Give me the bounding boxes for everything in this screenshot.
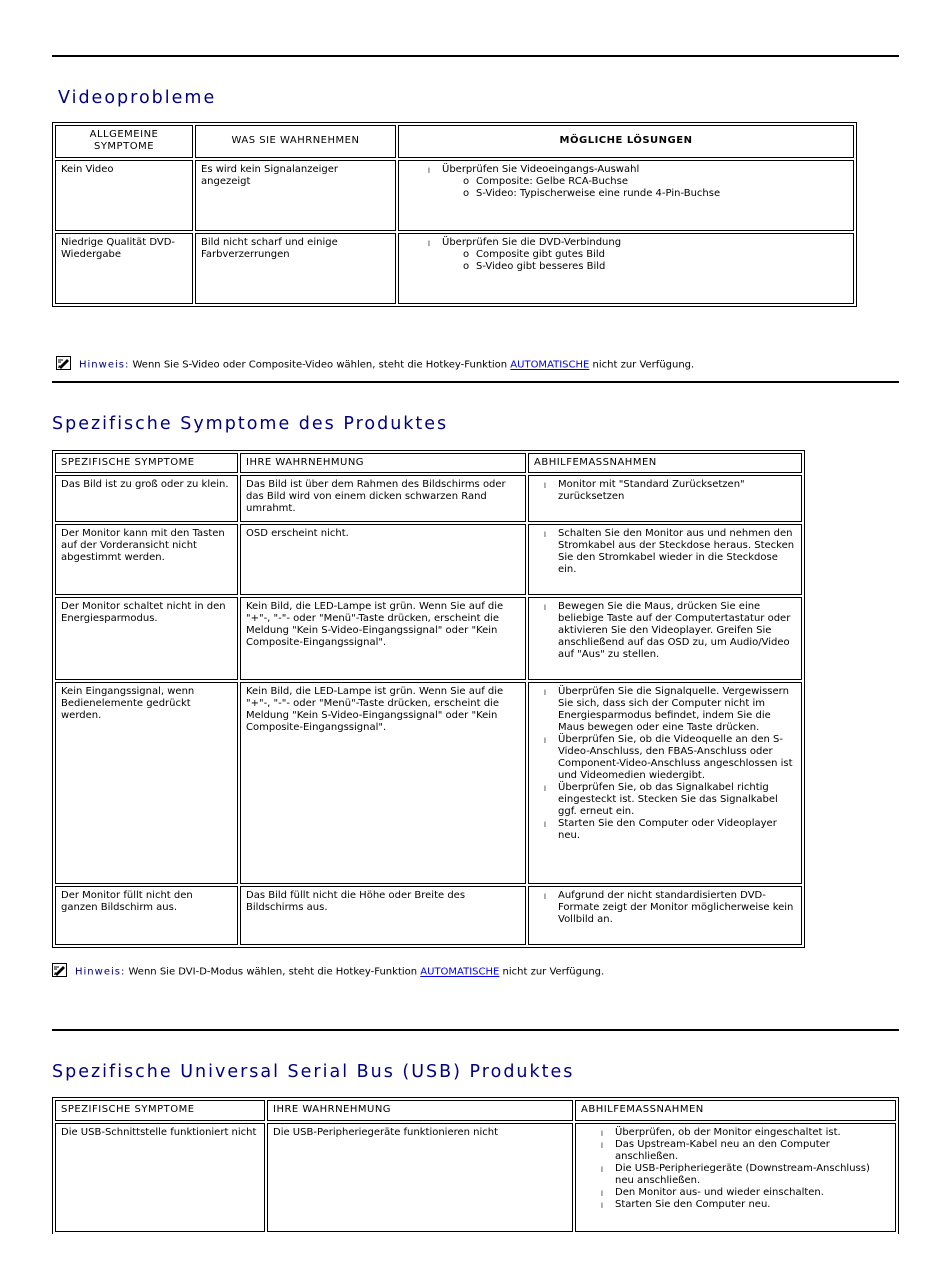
table-row — [55, 524, 802, 595]
product-symptoms-table — [52, 450, 805, 948]
note-text: Wenn Sie DVI-D-Modus wählen, steht die Hotkey-Funktion — [125, 966, 421, 978]
solution-item — [442, 237, 848, 273]
section-title-video-problems: Videoprobleme — [58, 88, 217, 108]
table-row — [55, 886, 802, 945]
solution-item: l Das Upstream-Kabel neu an den Computer anschließen. — [615, 1139, 890, 1163]
table-row — [55, 682, 802, 885]
solution-item: l Überprüfen Sie, ob die Videoquelle an den S-Video-Anschluss, den FBAS-Anschluss oder Component-Video-Anschluss angeschlossen ist und Videomedien wiedergibt. — [558, 734, 796, 782]
solution-cell — [398, 160, 854, 231]
section-divider — [52, 1029, 899, 1031]
note-label: Hinweis: — [79, 359, 130, 371]
solution-item: l Aufgrund der nicht standardisierten DVD-Formate zeigt der Monitor möglicherweise kein Vollbild an. — [558, 890, 796, 926]
header-your-perception: IHRE WAHRNEHMUNG — [240, 453, 526, 473]
symptom-cell: Die USB-Schnittstelle funktioniert nicht — [55, 1123, 265, 1232]
observation-cell: Kein Bild, die LED-Lampe ist grün. Wenn Sie auf die "+"-, "-"- oder "Menü"-Taste drücken, erscheint die Meldung "Kein S-Video-Eingangssignal" oder "Kein Composite-Eingangssignal". — [240, 682, 526, 885]
header-general-symptoms: ALLGEMEINE SYMPTOME — [55, 125, 193, 158]
solution-item: l Überprüfen Sie die Signalquelle. Vergewissern Sie sich, dass sich der Computer nicht im Energiesparmodus befindet, indem Sie die Maus bewegen oder eine Taste drücken. — [558, 686, 796, 734]
solution-subitem: o S-Video gibt besseres Bild — [476, 261, 848, 273]
table-header-row — [55, 1100, 896, 1121]
table-header-row — [55, 453, 802, 473]
header-possible-solutions: MÖGLICHE LÖSUNGEN — [398, 125, 854, 158]
section-divider — [52, 381, 899, 383]
solution-item: l Den Monitor aus- und wieder einschalten. — [615, 1187, 890, 1199]
note-text-end: nicht zur Verfügung. — [499, 966, 605, 978]
solution-item: l Die USB-Peripheriegeräte (Downstream-Anschluss) neu anschließen. — [615, 1163, 890, 1187]
section-title-usb-products: Spezifische Universal Serial Bus (USB) Produktes — [52, 1062, 575, 1082]
observation-cell: Kein Bild, die LED-Lampe ist grün. Wenn Sie auf die "+"-, "-"- oder "Menü"-Taste drücken, erscheint die Meldung "Kein S-Video-Eingangssignal" oder "Kein Composite-Eingangssignal". — [240, 597, 526, 680]
note-dvi-mode — [52, 963, 604, 980]
table-row — [55, 597, 802, 680]
solution-cell — [528, 524, 802, 595]
header-what-you-see: WAS SIE WAHRNEHMEN — [195, 125, 396, 158]
header-remedies: ABHILFEMASSNAHMEN — [528, 453, 802, 473]
usb-symptoms-table — [52, 1097, 899, 1234]
table-row — [55, 1123, 896, 1232]
solution-cell — [575, 1123, 896, 1232]
note-pencil-icon — [52, 963, 67, 980]
solution-item: l Schalten Sie den Monitor aus und nehmen den Stromkabel aus der Steckdose heraus. Stecken Sie den Stromkabel wieder in die Steckdose ein. — [558, 528, 796, 576]
solution-item: l Überprüfen Sie, ob das Signalkabel richtig eingesteckt ist. Stecken Sie das Signalkabel ggf. erneut ein. — [558, 782, 796, 818]
solution-item: l Monitor mit "Standard Zurücksetzen" zurücksetzen — [558, 479, 796, 503]
solution-cell — [528, 682, 802, 885]
observation-cell: Es wird kein Signalanzeiger angezeigt — [195, 160, 396, 231]
table-row — [55, 475, 802, 522]
solution-subitem: o Composite gibt gutes Bild — [476, 249, 848, 261]
solution-subitem: o Composite: Gelbe RCA-Buchse — [476, 176, 848, 188]
solution-cell — [528, 597, 802, 680]
observation-cell: Die USB-Peripheriegeräte funktionieren nicht — [267, 1123, 573, 1232]
section-title-product-symptoms: Spezifische Symptome des Produktes — [52, 414, 449, 434]
solution-item: l Starten Sie den Computer oder Videoplayer neu. — [558, 818, 796, 842]
observation-cell: Bild nicht scharf und einige Farbverzerrungen — [195, 233, 396, 304]
solution-item: l Starten Sie den Computer neu. — [615, 1199, 890, 1211]
symptom-cell: Das Bild ist zu groß oder zu klein. — [55, 475, 238, 522]
symptom-cell: Niedrige Qualität DVD-Wiedergabe — [55, 233, 193, 304]
video-problems-table — [52, 122, 857, 307]
note-video-input — [56, 356, 694, 373]
header-remedies: ABHILFEMASSNAHMEN — [575, 1100, 896, 1121]
solution-item: l Überprüfen, ob der Monitor eingeschaltet ist. — [615, 1127, 890, 1139]
automatic-link[interactable]: AUTOMATISCHE — [510, 359, 590, 371]
solution-text: Überprüfen Sie die DVD-Verbindung — [442, 236, 622, 248]
solution-text: Überprüfen Sie Videoeingangs-Auswahl — [442, 163, 640, 175]
note-text-end: nicht zur Verfügung. — [589, 359, 695, 371]
table-row — [55, 233, 854, 304]
symptom-cell: Kein Eingangssignal, wenn Bedienelemente gedrückt werden. — [55, 682, 238, 885]
header-specific-symptoms: SPEZIFISCHE SYMPTOME — [55, 1100, 265, 1121]
symptom-cell: Der Monitor kann mit den Tasten auf der Vorderansicht nicht abgestimmt werden. — [55, 524, 238, 595]
automatic-link[interactable]: AUTOMATISCHE — [420, 966, 500, 978]
header-specific-symptoms: SPEZIFISCHE SYMPTOME — [55, 453, 238, 473]
solution-item — [442, 164, 848, 200]
symptom-cell: Der Monitor schaltet nicht in den Energiesparmodus. — [55, 597, 238, 680]
note-label: Hinweis: — [75, 966, 126, 978]
solution-cell — [528, 475, 802, 522]
observation-cell: Das Bild füllt nicht die Höhe oder Breite des Bildschirms aus. — [240, 886, 526, 945]
symptom-cell: Der Monitor füllt nicht den ganzen Bildschirm aus. — [55, 886, 238, 945]
solution-cell — [398, 233, 854, 304]
observation-cell: OSD erscheint nicht. — [240, 524, 526, 595]
header-your-perception: IHRE WAHRNEHMUNG — [267, 1100, 573, 1121]
solution-item: l Bewegen Sie die Maus, drücken Sie eine beliebige Taste auf der Computertastatur oder aktivieren Sie den Videoplayer. Greifen Sie anschließend auf das OSD zu, um Audio/Video auf "Aus" zu stellen. — [558, 601, 796, 661]
table-header-row — [55, 125, 854, 158]
observation-cell: Das Bild ist über dem Rahmen des Bildschirms oder das Bild wird von einem dicken schwarzen Rand umrahmt. — [240, 475, 526, 522]
solution-cell — [528, 886, 802, 945]
note-pencil-icon — [56, 356, 71, 373]
top-divider — [52, 55, 899, 57]
symptom-cell: Kein Video — [55, 160, 193, 231]
table-row — [55, 160, 854, 231]
solution-subitem: o S-Video: Typischerweise eine runde 4-Pin-Buchse — [476, 188, 848, 200]
note-text: Wenn Sie S-Video oder Composite-Video wählen, steht die Hotkey-Funktion — [129, 359, 511, 371]
